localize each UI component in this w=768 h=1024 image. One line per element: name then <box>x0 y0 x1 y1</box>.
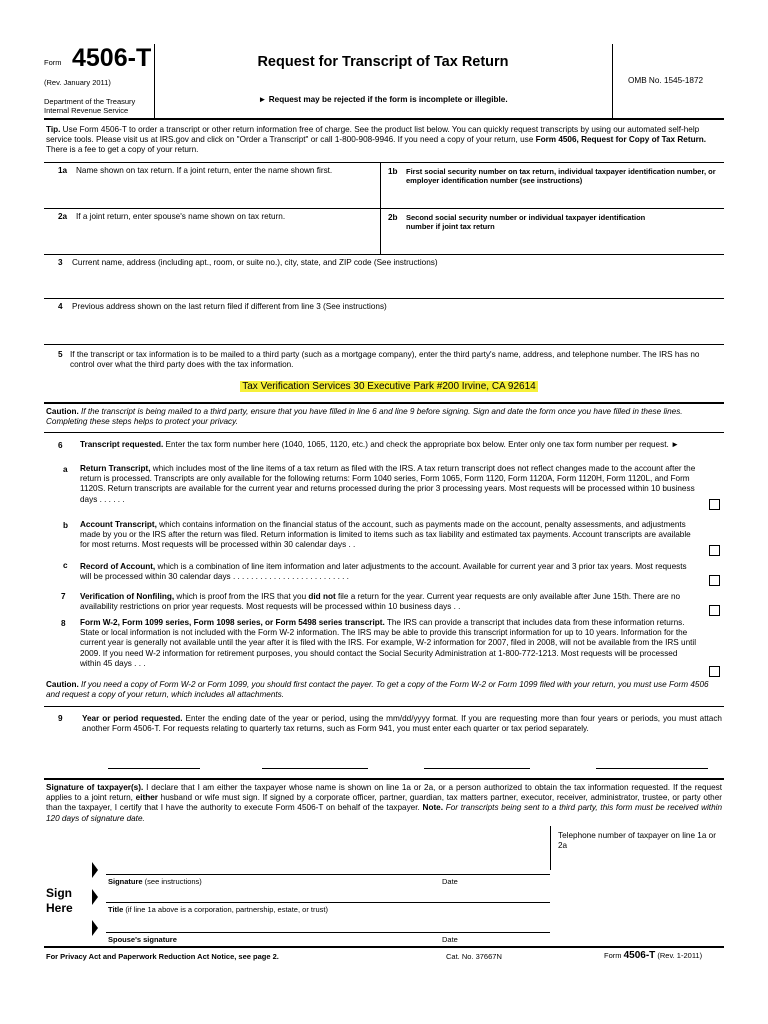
line-6a-letter: a <box>63 465 68 474</box>
title-arrow-icon <box>92 889 98 905</box>
date-caption: Date <box>442 877 458 886</box>
form-number: 4506-T <box>72 44 152 72</box>
spouse-signature-input[interactable] <box>106 916 430 932</box>
signature-either: either <box>135 793 158 803</box>
third-party-value: Tax Verification Services 30 Executive Park #200 Irvine, CA 92614 <box>242 381 536 392</box>
footer-form-id <box>604 951 702 960</box>
return-transcript-checkbox[interactable] <box>709 499 720 510</box>
line-7-number: 7 <box>61 592 66 601</box>
line-9-label <box>82 714 722 734</box>
line-6c-label <box>80 562 700 582</box>
signature-note: Note. <box>422 803 443 813</box>
line-9-lead: Year or period requested. <box>82 714 183 723</box>
line-6b-lead: Account Transcript, <box>80 520 157 529</box>
tip-paragraph <box>46 125 722 156</box>
line-5-number: 5 <box>58 350 63 359</box>
privacy-notice: For Privacy Act and Paperwork Reduction Act Notice, see page 2. <box>46 952 279 961</box>
form-subtitle: ► Request may be rejected if the form is incomplete or illegible. <box>258 95 508 104</box>
spouse-date-caption: Date <box>442 935 458 944</box>
spouse-name-input[interactable] <box>56 232 376 252</box>
line-3-number: 3 <box>58 258 63 267</box>
phone-input[interactable] <box>556 852 722 870</box>
line-8-dots: . . . <box>134 658 146 668</box>
line-1a-number: 1a <box>58 166 68 175</box>
line-6-text: Enter the tax form number here (1040, 1065, 1120, etc.) and check the appropriate box below. Enter only one tax form number per request. ► <box>163 440 680 449</box>
line-6c-letter: c <box>63 561 68 570</box>
title-caption-label: Title <box>108 905 124 914</box>
caution2-lead: Caution. <box>46 680 79 689</box>
line-6b-text: which contains information on the financial status of the account, such as payments made on the account, penalty assessments, and adjustments made by you or the IRS after the return was filed. Return information is limited to items such as tax liability and estimated tax payments. Account transcripts are available for most returns. Most requests will be processed within 30 calendar days <box>80 520 691 550</box>
line-6-number: 6 <box>58 441 63 450</box>
spouse-date-input[interactable] <box>440 916 544 932</box>
line-6b-dots: . . <box>348 540 356 550</box>
line-1b-number: 1b <box>388 167 398 176</box>
line-2b-number: 2b <box>388 213 398 222</box>
signature-caption-sub: (see instructions) <box>142 877 202 886</box>
form-title: Request for Transcript of Tax Return <box>257 54 509 70</box>
line-6a-lead: Return Transcript, <box>80 464 151 473</box>
title-caption <box>108 905 328 914</box>
line-7-lead: Verification of Nonfiling, <box>80 592 175 601</box>
agency: Internal Revenue Service <box>44 106 129 115</box>
line-6c-dots: . . . . . . . . . . . . . . . . . . . . . . . . . . <box>232 572 349 582</box>
information-returns-checkbox[interactable] <box>709 666 720 677</box>
tip-text-end: There is a fee to get a copy of your return. <box>46 145 199 155</box>
line-8-label <box>80 618 700 669</box>
line-9-number: 9 <box>58 714 63 723</box>
phone-label: Telephone number of taxpayer on line 1a or 2a <box>558 831 716 851</box>
line-4-label: Previous address shown on the last return filed if different from line 3 (See instructions) <box>72 302 387 311</box>
line-2b-label: Second social security number or individual taxpayer identification number if joint tax return <box>406 213 646 231</box>
line-7-label <box>80 592 700 612</box>
footer-form-number: 4506-T <box>623 950 656 961</box>
catalog-number: Cat. No. 37667N <box>446 952 502 961</box>
signature-lead: Signature of taxpayer(s). <box>46 783 144 792</box>
omb-number: OMB No. 1545-1872 <box>628 76 704 85</box>
line-8-lead: Form W-2, Form 1099 series, Form 1098 series, or Form 5498 series transcript. <box>80 618 385 627</box>
caution2-text: If you need a copy of Form W-2 or Form 1099, you should first contact the payer. To get a copy of the Form W-2 or Form 1099 filed with your return, you must use Form 4506 and request a copy of your return, which includes all attachments. <box>46 680 709 700</box>
line-4-number: 4 <box>58 302 63 311</box>
line-8-number: 8 <box>61 619 66 628</box>
current-address-input[interactable] <box>56 272 722 296</box>
spouse-arrow-icon <box>92 920 98 936</box>
tip-lead: Tip. <box>46 125 61 134</box>
period-input-2[interactable] <box>262 756 368 769</box>
spouse-ssn-input[interactable] <box>386 234 722 252</box>
title-input[interactable] <box>106 888 550 902</box>
ssn-input[interactable] <box>386 190 722 208</box>
title-caption-sub: (if line 1a above is a corporation, partnership, estate, or trust) <box>123 905 328 914</box>
verification-nonfiling-checkbox[interactable] <box>709 605 720 616</box>
line-6c-text: which is a combination of line item information and later adjustments to the account. Available for current year and 3 prior tax years. Most requests will be processed within 30 calendar days <box>80 562 687 582</box>
caution-third-party <box>46 407 722 427</box>
line-6c-lead: Record of Account, <box>80 562 156 571</box>
tip-text: Use Form 4506-T to order a transcript or other return information free of charge. See the product list below. You can quickly request transcripts by using our automated self-help service tools. Please visit us at IRS.gov and click on "Order a Transcript" or call 1-800-908-9946. If you need a copy of your return, use <box>46 125 700 145</box>
line-1b-label: First social security number on tax return, individual taxpayer identification number, or employer identification number (see instructions) <box>406 167 716 185</box>
caution-text: If the transcript is being mailed to a third party, ensure that you have filled in line 6 and line 9 before signing. Sign and date the form once you have filled in these lines. Completing these steps helps to protect your privacy. <box>46 407 683 427</box>
signature-text-a: I declare that I am either the taxpayer whose name is shown on line 1a or 2a, or a person authorized to obtain the tax information requested. If the request applies to a joint return, <box>46 783 722 803</box>
period-input-4[interactable] <box>596 756 708 769</box>
line-2a-label: If a joint return, enter spouse's name shown on tax return. <box>76 212 286 221</box>
signature-note-text: For transcripts being sent to a third party, this form must be received within 120 days of signature date. <box>46 803 723 823</box>
period-input-3[interactable] <box>424 756 530 769</box>
department: Department of the Treasury <box>44 97 136 106</box>
line-5-label: If the transcript or tax information is to be mailed to a third party (such as a mortgage company), enter the third party's name, address, and telephone number. The IRS has no control over what the third party does with the tax information. <box>70 350 700 370</box>
third-party-input[interactable] <box>56 380 722 393</box>
line-1a-label: Name shown on tax return. If a joint return, enter the name shown first. <box>76 166 333 175</box>
line-6a-label <box>80 464 700 505</box>
previous-address-input[interactable] <box>56 316 722 342</box>
date-input[interactable] <box>440 856 544 874</box>
line-7-dots: . . <box>453 602 461 612</box>
signature-declaration <box>46 783 722 824</box>
line-8-text: The IRS can provide a transcript that includes data from these information returns. State or local information is not included with the Form W-2 information. The IRS may be able to provide this transcript information for up to 10 years. Information for the current year is generally not available until the year after it is filed with the IRS. For example, W-2 information for 2007, filed in 2008, will not be available from the IRS until 2009. If you need W-2 information for retirement purposes, you should contact the Social Security Administration at 1-800-772-1213. Most requests will be processed within 45 days <box>80 618 697 668</box>
line-6-lead: Transcript requested. <box>80 440 164 449</box>
tip-form4506: Form 4506, Request for Copy of Tax Return. <box>535 135 707 145</box>
sign-arrow-icon <box>92 862 98 878</box>
line-7-text-a: which is proof from the IRS that you <box>174 592 309 601</box>
record-of-account-checkbox[interactable] <box>709 575 720 586</box>
line-7-did-not: did not <box>308 592 336 601</box>
line-7-text-b: file a return for the year. Current year requests are only available after June 15th. There are no availability restrictions on prior year requests. Most requests will be processed within 10 business days <box>80 592 681 612</box>
revision-date: (Rev. January 2011) <box>44 78 111 87</box>
line-6-label <box>80 440 722 450</box>
line-6b-label <box>80 520 700 551</box>
account-transcript-checkbox[interactable] <box>709 545 720 556</box>
sign-here-label: Sign Here <box>46 886 73 915</box>
signature-text-b: husband or wife must sign. If signed by a corporate officer, partner, guardian, tax matters partner, executor, receiver, administrator, trustee, or party other than the taxpayer, I certify that I have the authority to execute Form 4506-T on behalf of the taxpayer. <box>46 793 722 813</box>
line-9-text: Enter the ending date of the year or period, using the mm/dd/yyyy format. If you are requesting more than four years or periods, you must attach another Form 4506-T. For requests relating to quarterly tax returns, such as Form 941, you must enter each quarter or tax period separately. <box>82 714 722 734</box>
form-word: Form <box>44 58 62 67</box>
line-6b-letter: b <box>63 521 69 530</box>
caution-lead: Caution. <box>46 407 79 416</box>
caution-w2 <box>46 680 722 700</box>
line-3-label: Current name, address (including apt., room, or suite no.), city, state, and ZIP code (See instructions) <box>72 258 438 267</box>
line-6a-dots: . . . . . . <box>99 494 125 504</box>
line-6a-text: which includes most of the line items of a tax return as filed with the IRS. A tax return transcript does not reflect changes made to the account after the return is processed. Transcripts are only available for the following returns: Form 1040 series, Form 1065, Form 1120, Form 1120A, Form 1120H, Form 1120L, and Form 1120S. Return transcripts are available for the current year and returns processed during the prior 3 processing years. Most requests will be processed within 10 business days <box>80 464 696 504</box>
signature-input[interactable] <box>106 856 430 874</box>
footer-form-word: Form <box>604 951 624 960</box>
spouse-caption: Spouse's signature <box>108 935 177 944</box>
signature-caption-label: Signature <box>108 877 143 886</box>
line-2a-number: 2a <box>58 212 68 221</box>
period-input-1[interactable] <box>108 756 200 769</box>
footer-rev: (Rev. 1-2011) <box>655 951 703 960</box>
name-input[interactable] <box>56 190 376 208</box>
signature-caption <box>108 877 202 886</box>
